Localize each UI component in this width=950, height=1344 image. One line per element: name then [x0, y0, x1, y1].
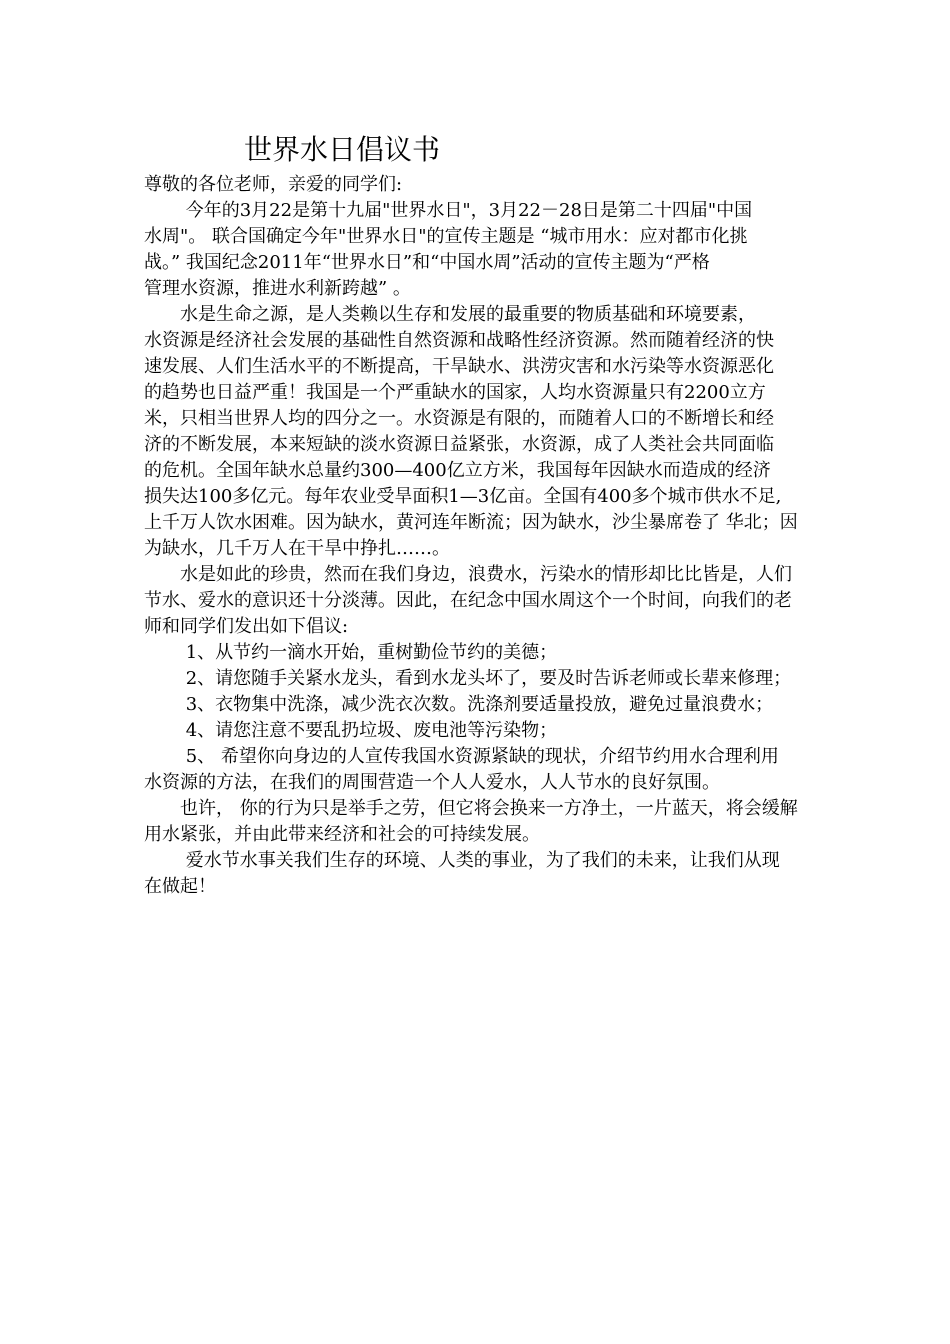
body-line: 为缺水，几千万人在干旱中挣扎……。 — [144, 538, 450, 559]
body-line: 1、从节约一滴水开始，重树勤俭节约的美德； — [144, 642, 558, 663]
body-line: 3、衣物集中洗涤，减少洗衣次数。洗涤剂要适量投放，避免过量浪费水； — [144, 694, 774, 715]
body-line: 的趋势也日益严重！我国是一个严重缺水的国家，人均水资源量只有2200立方 — [144, 382, 766, 403]
document-title: 世界水日倡议书 — [244, 133, 441, 166]
body-line: 损失达100多亿元。每年农业受旱面积1—3亿亩。全国有400多个城市供水不足, — [144, 486, 782, 507]
document-body — [144, 172, 824, 900]
body-line: 水资源的方法，在我们的周围营造一个人人爱水，人人节水的良好氛围。 — [144, 772, 720, 793]
body-line: 节水、爱水的意识还十分淡薄。因此，在纪念中国水周这个一个时间，向我们的老 — [144, 590, 792, 611]
body-line: 水周"。 联合国确定今年"世界水日"的宣传主题是 “城市用水：应对都市化挑 — [144, 226, 748, 247]
body-line: 战。” 我国纪念2011年“世界水日”和“中国水周”活动的宣传主题为“严格 — [144, 252, 710, 273]
body-line: 尊敬的各位老师，亲爱的同学们: — [144, 174, 403, 195]
body-line: 师和同学们发出如下倡议: — [144, 616, 349, 637]
body-line: 米，只相当世界人均的四分之一。水资源是有限的，而随着人口的不断增长和经 — [144, 408, 774, 429]
body-line: 用水紧张，并由此带来经济和社会的可持续发展。 — [144, 824, 540, 845]
body-line: 在做起！ — [144, 876, 216, 897]
body-line: 4、请您注意不要乱扔垃圾、废电池等污染物； — [144, 720, 558, 741]
body-line: 爱水节水事关我们生存的环境、人类的事业，为了我们的未来，让我们从现 — [144, 850, 780, 871]
body-line: 上千万人饮水困难。因为缺水，黄河连年断流；因为缺水，沙尘暴席卷了 华北；因 — [144, 512, 798, 533]
body-line: 管理水资源，推进水利新跨越” 。 — [144, 278, 411, 299]
body-line: 2、请您随手关紧水龙头，看到水龙头坏了，要及时告诉老师或长辈来修理； — [144, 668, 792, 689]
body-line: 速发展、人们生活水平的不断提高，干旱缺水、洪涝灾害和水污染等水资源恶化 — [144, 356, 774, 377]
body-line: 5、 希望你向身边的人宣传我国水资源紧缺的现状，介绍节约用水合理利用 — [144, 746, 779, 767]
body-line: 济的不断发展，本来短缺的淡水资源日益紧张，水资源，成了人类社会共同面临 — [144, 434, 774, 455]
body-line: 水是生命之源，是人类赖以生存和发展的最重要的物质基础和环境要素， — [144, 304, 756, 325]
body-line: 今年的3月22是第十九届"世界水日"，3月22－28日是第二十四届"中国 — [144, 200, 753, 221]
body-line: 也许， 你的行为只是举手之劳，但它将会换来一方净土，一片蓝天，将会缓解 — [144, 798, 798, 819]
body-line: 的危机。全国年缺水总量约300—400亿立方米，我国每年因缺水而造成的经济 — [144, 460, 771, 481]
body-line: 水是如此的珍贵，然而在我们身边，浪费水，污染水的情形却比比皆是，人们 — [144, 564, 792, 585]
body-line: 水资源是经济社会发展的基础性自然资源和战略性经济资源。然而随着经济的快 — [144, 330, 774, 351]
